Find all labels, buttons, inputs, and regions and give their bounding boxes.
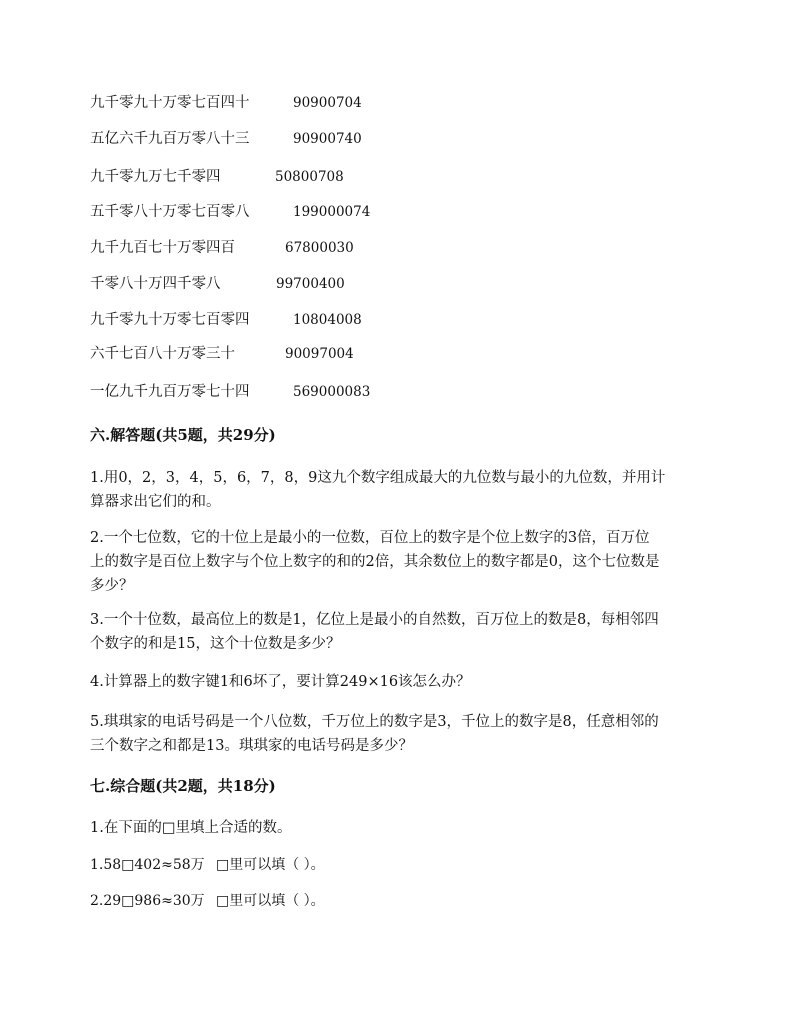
question-line: 上的数字是百位上数字与个位上数字的和的2倍，其余数位上的数字都是0，这个七位数是	[90, 554, 660, 570]
match-row	[90, 201, 371, 223]
question-line: 多少？	[90, 578, 134, 594]
sub-question-1	[90, 854, 325, 876]
question-7-1	[90, 816, 706, 840]
question-line: 5.琪琪家的电话号码是一个八位数，千万位上的数字是3，千位上的数字是8，任意相邻的	[90, 714, 659, 730]
match-row	[90, 128, 362, 150]
question-line: 个数字的和是15，这个十位数是多少？	[90, 636, 341, 652]
question-line: 算器求出它们的和。	[90, 494, 221, 510]
match-left-text: 九千零九十万零七百四十	[90, 95, 250, 111]
match-row	[90, 92, 362, 114]
match-left-text: 六千七百八十万零三十	[90, 346, 235, 362]
sub-question-blank: □里可以填（ ）。	[216, 857, 325, 873]
match-left-text: 五亿六千九百万零八十三	[90, 131, 250, 147]
match-left-text: 九千九百七十万零四百	[90, 240, 235, 256]
section-6-title: 六.解答题(共5题，共29分)	[90, 426, 276, 444]
match-right-number: 50800708	[275, 169, 344, 185]
question-line: 1.用0，2，3，4，5，6，7，8，9这九个数字组成最大的九位数与最小的九位数，并用计	[90, 470, 666, 486]
match-right-number: 569000083	[293, 384, 371, 400]
match-right-number: 199000074	[293, 204, 371, 220]
section-7-title: 七.综合题(共2题，共18分)	[90, 777, 276, 795]
match-right-number: 90900704	[293, 95, 362, 111]
match-right-number: 10804008	[293, 312, 362, 328]
match-left-text: 千零八十万四千零八	[90, 276, 221, 292]
sub-question-blank: □里可以填（ ）。	[216, 893, 325, 909]
match-left-text: 五千零八十万零七百零八	[90, 204, 250, 220]
question-line: 2.一个七位数，它的十位上是最小的一位数，百位上的数字是个位上数字的3倍，百万位	[90, 530, 650, 546]
question-line: 3.一个十位数，最高位上的数是1，亿位上是最小的自然数，百万位上的数是8，每相邻四	[90, 612, 659, 628]
match-row	[90, 309, 362, 331]
sub-question-expression: 2.29□986≈30万	[90, 893, 205, 909]
question-6-2	[90, 526, 706, 598]
question-line: 4.计算器上的数字键1和6坏了，要计算249×16该怎么办？	[90, 674, 471, 690]
match-left-text: 一亿九千九百万零七十四	[90, 384, 250, 400]
question-line: 1.在下面的□里填上合适的数。	[90, 820, 292, 836]
match-left-text: 九千零九万七千零四	[90, 169, 221, 185]
question-6-1	[90, 466, 706, 514]
sub-question-expression: 1.58□402≈58万	[90, 857, 205, 873]
question-6-3	[90, 608, 706, 656]
question-line: 三个数字之和都是13。琪琪家的电话号码是多少？	[90, 738, 413, 754]
sub-question-2	[90, 890, 325, 912]
match-row	[90, 343, 354, 365]
match-row	[90, 166, 344, 188]
match-row	[90, 273, 345, 295]
question-6-5	[90, 710, 706, 758]
match-right-number: 90097004	[285, 346, 354, 362]
match-right-number: 99700400	[276, 276, 345, 292]
match-right-number: 67800030	[285, 240, 354, 256]
match-left-text: 九千零九十万零七百零四	[90, 312, 250, 328]
match-row	[90, 237, 354, 259]
match-right-number: 90900740	[293, 131, 362, 147]
match-row	[90, 381, 371, 403]
question-6-4	[90, 670, 706, 694]
